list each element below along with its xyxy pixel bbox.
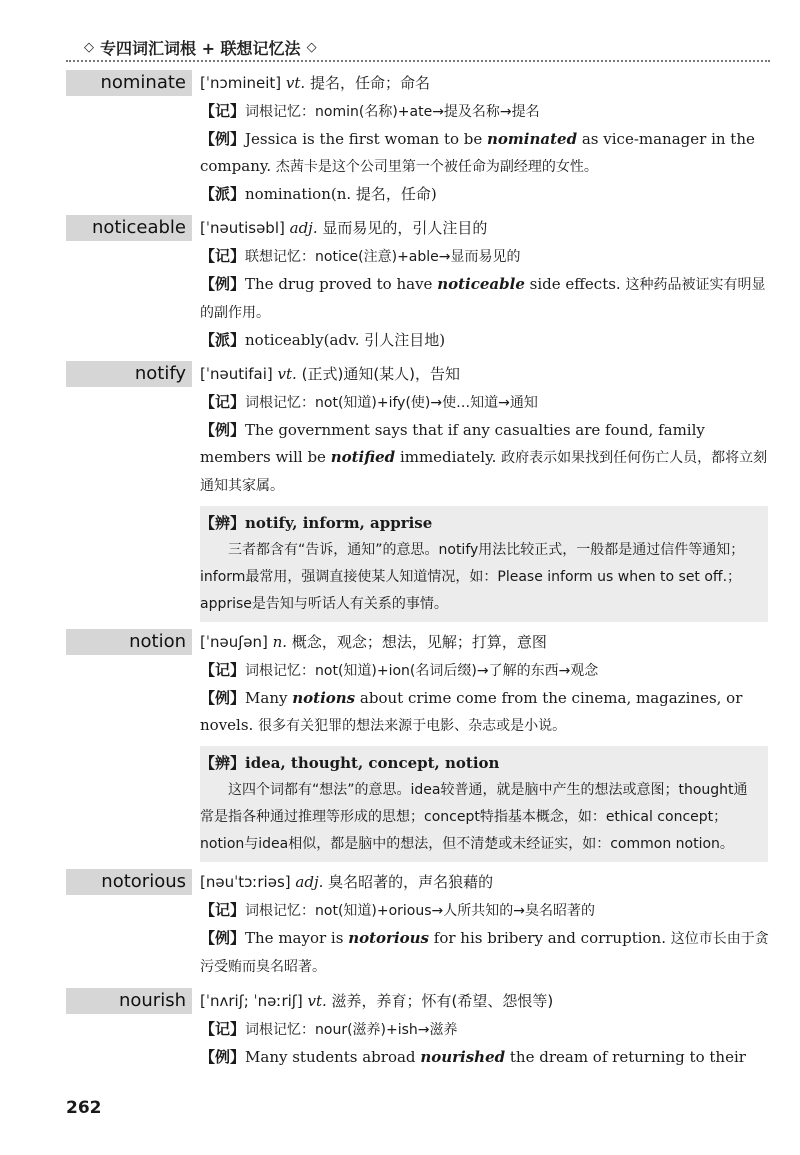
phonetic: [ˈnɔmineit] [200,74,282,92]
entry-list [66,70,770,1079]
running-header [78,34,758,60]
page-number: 262 [66,1098,102,1118]
headword: noticeable [66,215,192,241]
headword: notorious [66,869,192,895]
header-title: 专四词汇词根 + 联想记忆法 [100,38,301,58]
example-line: 【例】Many students abroad nourished the dream of returning to their [200,1048,746,1066]
part-of-speech: vt. [307,992,327,1010]
entry-nominate [66,70,770,208]
phonetic: [ˈnəutisəbl] [200,219,285,237]
entry-notorious [66,869,770,981]
part-of-speech: adj. [295,873,324,891]
headword: nourish [66,988,192,1014]
diamond-icon: ◇ [84,39,94,55]
definitions: 臭名昭著的，声名狼藉的 [328,873,494,891]
phonetic: [ˈnəuʃən] [200,633,268,651]
definitions: 显而易见的，引人注目的 [322,219,488,237]
entry-noticeable [66,215,770,354]
memory-line: 【记】词根记忆：nour(滋养)+ish→滋养 [200,1020,458,1038]
example-line: 【例】The drug proved to have noticeable side effects. 这种药品被证实有明显的副作用。 [200,275,766,321]
diamond-icon: ◇ [306,39,317,55]
memory-line: 【记】联想记忆：notice(注意)+able→显而易见的 [200,247,521,265]
example-line: 【例】The government says that if any casualties are found, family members will be notified immediately. 政府表示如果找到任何伤亡人员，都将立刻通知其家属。 [200,421,768,494]
header-divider [66,60,770,62]
headword: notify [66,361,192,387]
derivative-line: 【派】nomination(n. 提名，任命) [200,185,437,203]
part-of-speech: vt. [277,365,297,383]
memory-line: 【记】词根记忆：not(知道)+orious→人所共知的→臭名昭著的 [200,901,596,919]
distinction-body: 这四个词都有“想法”的意思。idea较普通，就是脑中产生的想法或意图；thought通常是指各种通过推理等形成的思想；concept特指基本概念，如：ethical concept；notion与idea相似，都是脑中的想法，但不清楚或未经证实，如：common notion。 [200,782,748,852]
definitions: 提名，任命；命名 [309,74,430,92]
memory-line: 【记】词根记忆：nomin(名称)+ate→提及名称→提名 [200,102,540,120]
derivative-line: 【派】noticeably(adv. 引人注目地) [200,331,446,349]
example-line: 【例】Many notions about crime come from the cinema, magazines, or novels. 很多有关犯罪的想法来源于电影、杂志或是小说。 [200,689,743,734]
memory-line: 【记】词根记忆：not(知道)+ify(使)→使…知道→通知 [200,393,538,411]
headword: notion [66,629,192,655]
definitions: (正式)通知(某人)，告知 [301,365,461,383]
memory-line: 【记】词根记忆：not(知道)+ion(名词后缀)→了解的东西→观念 [200,661,599,679]
definitions: 滋养，养育；怀有(希望、怨恨等) [331,992,554,1010]
distinction-title: notify, inform, apprise [245,514,433,532]
distinction-body: 三者都含有“告诉，通知”的意思。notify用法比较正式，一般都是通过信件等通知；inform最常用，强调直接使某人知道情况，如：Please inform us when to set off.；apprise是告知与听话人有关系的事情。 [200,542,745,612]
distinction-title: idea, thought, concept, notion [245,754,500,772]
entry-nourish [66,988,770,1072]
part-of-speech: n. [272,633,288,651]
phonetic: [ˈnəutifai] [200,365,273,383]
entry-notify [66,361,770,622]
distinction-box: 【辨】notify, inform, apprise 三者都含有“告诉，通知”的意思。notify用法比较正式，一般都是通过信件等通知；inform最常用，强调直接使某人知道情况，如：Please inform us when to set off.；apprise是告知与听话人有关系的事情。 [200,506,768,622]
part-of-speech: adj. [289,219,318,237]
phonetic: [ˈnʌriʃ; ˈnəːriʃ] [200,992,303,1010]
entry-notion [66,629,770,862]
part-of-speech: vt. [285,74,306,92]
example-line: 【例】Jessica is the first woman to be nominated as vice-manager in the company. 杰茜卡是这个公司里第一个被任命为副经理的女性。 [200,130,755,175]
definitions: 概念，观念；想法，见解；打算，意图 [291,633,547,651]
example-line: 【例】The mayor is notorious for his bribery and corruption. 这位市长由于贪污受贿而臭名昭著。 [200,929,769,975]
phonetic: [nəuˈtɔːriəs] [200,873,291,891]
distinction-box: 【辨】idea, thought, concept, notion 这四个词都有“想法”的意思。idea较普通，就是脑中产生的想法或意图；thought通常是指各种通过推理等形成的思想；concept特指基本概念，如：ethical concept；notion与idea相似，都是脑中的想法，但不清楚或未经证实，如：common notion。 [200,746,768,862]
headword: nominate [66,70,192,96]
